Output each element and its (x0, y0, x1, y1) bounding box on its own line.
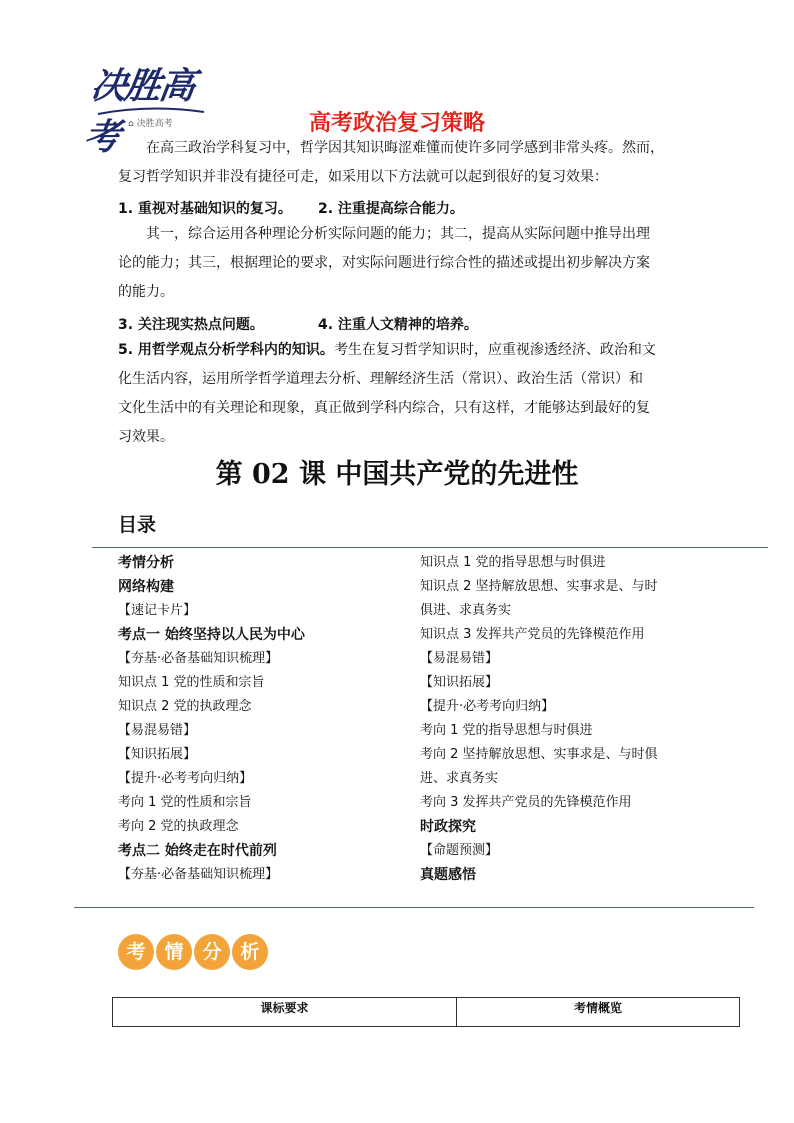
exam-analysis-table (112, 997, 740, 1027)
table-header-requirements: 课标要求 (113, 998, 457, 1026)
toc-item[interactable]: 【夯基·必备基础知识梳理】 (118, 651, 279, 666)
toc-item[interactable]: 考向 1 党的指导思想与时俱进 (420, 723, 593, 738)
toc-right-column (420, 551, 658, 887)
method-5-detail-b: 化生活内容，运用所学哲学道理去分析、理解经济生活（常识）、政治生活（常识）和 (118, 371, 643, 387)
section-badge-exam-analysis (118, 934, 268, 970)
toc-item[interactable]: 进、求真务实 (420, 771, 499, 786)
method-5-detail-a: 考生在复习哲学知识时，应重视渗透经济、政治和文 (333, 342, 656, 358)
toc-item[interactable]: 考向 2 坚持解放思想、实事求是、与时俱 (420, 747, 658, 762)
method-5: 5. 用哲学观点分析学科内的知识。 (118, 342, 334, 358)
toc-item[interactable]: 考情分析 (118, 555, 174, 571)
toc-item[interactable]: 【提升·必考考向归纳】 (118, 771, 253, 786)
badge-char: 考 (118, 934, 154, 970)
badge-char: 分 (194, 934, 230, 970)
toc-item[interactable]: 考向 1 党的性质和宗旨 (118, 795, 252, 810)
toc-item[interactable]: 【命题预测】 (420, 843, 499, 858)
toc-item[interactable]: 知识点 2 党的执政理念 (118, 699, 252, 714)
lesson-title: 第 02 课 中国共产党的先进性 (215, 459, 579, 490)
method-2-detail-a: 其一，综合运用各种理论分析实际问题的能力；其二，提高从实际问题中推导出理 (146, 226, 650, 242)
toc-item[interactable]: 知识点 1 党的性质和宗旨 (118, 675, 265, 690)
toc-item[interactable]: 俱进、求真务实 (420, 603, 512, 618)
toc-item[interactable]: 知识点 3 发挥共产党员的先锋模范作用 (420, 627, 645, 642)
toc-item[interactable]: 【易混易错】 (118, 723, 197, 738)
toc-item[interactable]: 考向 2 党的执政理念 (118, 819, 239, 834)
toc-top-divider (92, 547, 768, 548)
toc-item[interactable]: 【夯基·必备基础知识梳理】 (118, 867, 279, 882)
method-5-detail-c: 文化生活中的有关理论和现象，真正做到学科内综合，只有这样，才能够达到最好的复 (118, 400, 650, 416)
intro-paragraph-1 (118, 134, 678, 163)
method-5-detail-d: 习效果。 (118, 429, 174, 445)
toc-heading: 目录 (118, 514, 157, 536)
toc-item[interactable]: 时政探究 (420, 819, 476, 835)
method-5-line (118, 336, 678, 365)
logo-text: 决胜高考 (81, 65, 197, 158)
toc-item[interactable]: 知识点 1 党的指导思想与时俱进 (420, 555, 606, 570)
toc-item[interactable]: 网络构建 (118, 579, 174, 595)
toc-item[interactable]: 考点二 始终走在时代前列 (118, 843, 277, 859)
toc-item[interactable]: 考点一 始终坚持以人民为中心 (118, 627, 305, 643)
method-2-detail-c: 的能力。 (118, 284, 174, 300)
toc-item[interactable]: 知识点 2 坚持解放思想、实事求是、与时 (420, 579, 658, 594)
logo-subtext: ⌂ 决胜高考 (128, 119, 173, 129)
badge-char: 析 (232, 934, 268, 970)
intro-paragraph-1b: 复习哲学知识并非没有捷径可走，如采用以下方法就可以起到很好的复习效果： (118, 169, 608, 185)
method-2: 2. 注重提高综合能力。 (318, 201, 464, 217)
toc-item[interactable]: 真题感悟 (420, 867, 476, 883)
toc-item[interactable]: 【知识拓展】 (420, 675, 499, 690)
toc-item[interactable]: 考向 3 发挥共产党员的先锋模范作用 (420, 795, 632, 810)
toc-item[interactable]: 【提升·必考考向归纳】 (420, 699, 555, 714)
method-3: 3. 关注现实热点问题。 (118, 317, 264, 333)
badge-char: 情 (156, 934, 192, 970)
page-title: 高考政治复习策略 (308, 111, 485, 136)
method-4: 4. 注重人文精神的培养。 (318, 317, 478, 333)
method-2-detail-b: 论的能力；其三，根据理论的要求，对实际问题进行综合性的描述或提出初步解决方案 (118, 255, 650, 271)
toc-item[interactable]: 【速记卡片】 (118, 603, 197, 618)
table-header-overview: 考情概览 (573, 1001, 622, 1015)
intro-text: 在高三政治学科复习中，哲学因其知识晦涩难懂而使许多同学感到非常头疼。然而， (146, 140, 664, 156)
toc-item[interactable]: 【知识拓展】 (118, 747, 197, 762)
toc-left-column (118, 551, 305, 887)
method-1: 1. 重视对基础知识的复习。 (118, 201, 292, 217)
toc-bottom-divider (74, 907, 754, 908)
toc-item[interactable]: 【易混易错】 (420, 651, 499, 666)
